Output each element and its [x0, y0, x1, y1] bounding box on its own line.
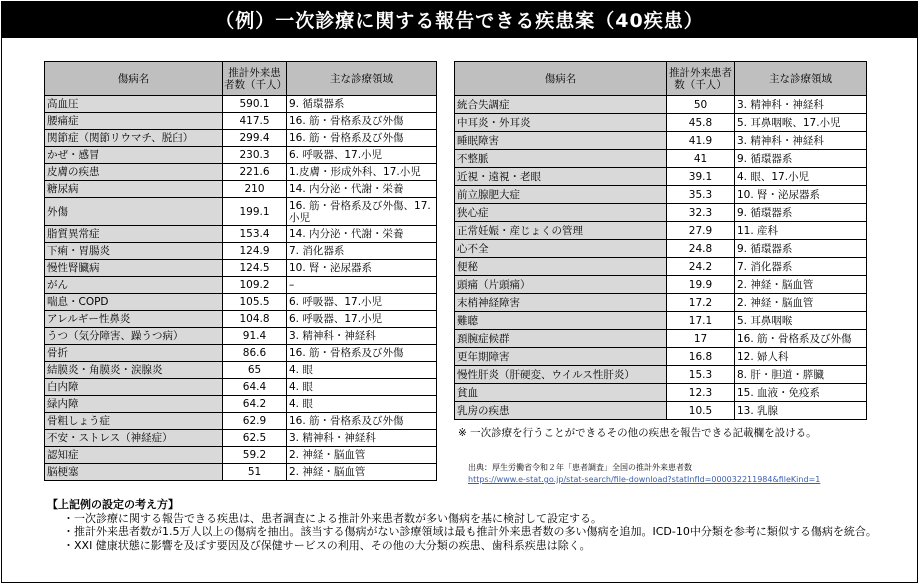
patient-count-cell: 91.4 [223, 328, 287, 345]
table-row [455, 240, 867, 258]
patient-count-cell: 124.9 [223, 243, 287, 260]
clinical-area-cell: 2. 神経・脳血管 [735, 276, 867, 294]
header-count: 推計外来患者数（千人） [667, 62, 735, 96]
clinical-area-cell: 3. 精神科・神経科 [287, 328, 437, 345]
table-row [455, 384, 867, 402]
patient-count-cell: 15.3 [667, 366, 735, 384]
disease-name-cell: 不整脈 [455, 150, 667, 168]
patient-count-cell: 104.8 [223, 311, 287, 328]
patient-count-cell: 19.9 [667, 276, 735, 294]
disease-name-cell: 便秘 [455, 258, 667, 276]
clinical-area-cell: 3. 精神科・神経科 [735, 96, 867, 114]
header-count: 推計外来患者数（千人） [223, 62, 287, 96]
table-row [45, 96, 437, 113]
header-name: 傷病名 [45, 62, 223, 96]
source-link[interactable]: https://www.e-stat.go.jp/stat-search/file-download?statInfId=000032211984&fileKind=1 [468, 475, 821, 484]
clinical-area-cell: 16. 筋・骨格系及び外傷 [287, 413, 437, 430]
clinical-area-cell: 13. 乳腺 [735, 402, 867, 420]
patient-count-cell: 62.9 [223, 413, 287, 430]
disease-name-cell: 喘息・COPD [45, 294, 223, 311]
table-row [45, 294, 437, 311]
disease-name-cell: 皮膚の疾患 [45, 164, 223, 181]
patient-count-cell: 230.3 [223, 147, 287, 164]
table-row [455, 114, 867, 132]
table-row [45, 147, 437, 164]
disease-name-cell: 乳房の疾患 [455, 402, 667, 420]
clinical-area-cell: 10. 腎・泌尿器系 [735, 186, 867, 204]
clinical-area-cell: 8. 肝・胆道・膵臓 [735, 366, 867, 384]
table-row [455, 96, 867, 114]
disease-name-cell: 骨粗しょう症 [45, 413, 223, 430]
table-row [455, 168, 867, 186]
patient-count-cell: 65 [223, 362, 287, 379]
table-row [45, 345, 437, 362]
clinical-area-cell: 5. 耳鼻咽喉、17.小児 [735, 114, 867, 132]
patient-count-cell: 50 [667, 96, 735, 114]
clinical-area-cell: 2. 神経・脳血管 [287, 447, 437, 464]
clinical-area-cell: 12. 婦人科 [735, 348, 867, 366]
patient-count-cell: 105.5 [223, 294, 287, 311]
table-row [455, 186, 867, 204]
disease-name-cell: 骨折 [45, 345, 223, 362]
clinical-area-cell: 3. 精神科・神経科 [287, 430, 437, 447]
clinical-area-cell: 2. 神経・脳血管 [287, 464, 437, 481]
patient-count-cell: 86.6 [223, 345, 287, 362]
patient-count-cell: 45.8 [667, 114, 735, 132]
disease-name-cell: 結膜炎・角膜炎・涙腺炎 [45, 362, 223, 379]
page-title: （例）一次診療に関する報告できる疾患案（40疾患） [1, 1, 918, 38]
disease-name-cell: 不安・ストレス（神経症） [45, 430, 223, 447]
table-row [45, 328, 437, 345]
patient-count-cell: 109.2 [223, 277, 287, 294]
clinical-area-cell: 4. 眼 [287, 396, 437, 413]
disease-name-cell: 睡眠障害 [455, 132, 667, 150]
disease-name-cell: 頭痛（片頭痛） [455, 276, 667, 294]
disease-name-cell: 下痢・胃腸炎 [45, 243, 223, 260]
table-row [455, 402, 867, 420]
patient-count-cell: 124.5 [223, 260, 287, 277]
clinical-area-cell: 2. 神経・脳血管 [735, 294, 867, 312]
disease-name-cell: がん [45, 277, 223, 294]
policy-item: ・推計外来患者数が1.5万人以上の傷病を抽出。該当する傷病がない診療領域は最も推計外来患者数の多い傷病を追加。ICD-10中分類を参考に類似する傷病を統合。 [63, 525, 877, 538]
clinical-area-cell: 7. 消化器系 [735, 258, 867, 276]
clinical-area-cell: 14. 内分泌・代謝・栄養 [287, 181, 437, 198]
policy-item: ・一次診療に関する報告できる疾患は、患者調査による推計外来患者数が多い傷病を基に検討して設定する。 [63, 511, 602, 525]
source-label: 出典：厚生労働省令和２年「患者調査」全国の推計外来患者数 [468, 463, 692, 472]
patient-count-cell: 17.2 [667, 294, 735, 312]
clinical-area-cell: 4. 眼、17.小児 [735, 168, 867, 186]
disease-name-cell: 中耳炎・外耳炎 [455, 114, 667, 132]
disease-name-cell: 慢性腎臓病 [45, 260, 223, 277]
disease-name-cell: アレルギー性鼻炎 [45, 311, 223, 328]
table-row [45, 362, 437, 379]
disease-name-cell: 心不全 [455, 240, 667, 258]
patient-count-cell: 221.6 [223, 164, 287, 181]
table-row [45, 164, 437, 181]
patient-count-cell: 64.4 [223, 379, 287, 396]
table-row [45, 447, 437, 464]
disease-name-cell: 認知症 [45, 447, 223, 464]
disease-name-cell: 狭心症 [455, 204, 667, 222]
clinical-area-cell: 6. 呼吸器、17.小児 [287, 311, 437, 328]
clinical-area-cell: 9. 循環器系 [735, 240, 867, 258]
disease-name-cell: 正常妊娠・産じょくの管理 [455, 222, 667, 240]
disease-name-cell: 脳梗塞 [45, 464, 223, 481]
clinical-area-cell: 5. 耳鼻咽喉 [735, 312, 867, 330]
disease-name-cell: 頚腕症候群 [455, 330, 667, 348]
disease-name-cell: 高血圧 [45, 96, 223, 113]
patient-count-cell: 16.8 [667, 348, 735, 366]
patient-count-cell: 17.1 [667, 312, 735, 330]
clinical-area-cell: 3. 精神科・神経科 [735, 132, 867, 150]
patient-count-cell: 153.4 [223, 226, 287, 243]
clinical-area-cell: 16. 筋・骨格系及び外傷 [287, 345, 437, 362]
patient-count-cell: 41.9 [667, 132, 735, 150]
disease-name-cell: 外傷 [45, 198, 223, 226]
disease-table-right [454, 61, 867, 420]
header-name: 傷病名 [455, 62, 667, 96]
patient-count-cell: 64.2 [223, 396, 287, 413]
table-row [455, 294, 867, 312]
table-row [455, 348, 867, 366]
disease-name-cell: 難聴 [455, 312, 667, 330]
clinical-area-cell: 4. 眼 [287, 362, 437, 379]
patient-count-cell: 24.2 [667, 258, 735, 276]
patient-count-cell: 299.4 [223, 130, 287, 147]
source-block [468, 462, 820, 486]
patient-count-cell: 62.5 [223, 430, 287, 447]
patient-count-cell: 17 [667, 330, 735, 348]
table-row [45, 396, 437, 413]
patient-count-cell: 59.2 [223, 447, 287, 464]
clinical-area-cell: 14. 内分泌・代謝・栄養 [287, 226, 437, 243]
patient-count-cell: 41 [667, 150, 735, 168]
table-row [45, 226, 437, 243]
clinical-area-cell: 16. 筋・骨格系及び外傷、17.小児 [287, 198, 437, 226]
table-row [455, 204, 867, 222]
patient-count-cell: 210 [223, 181, 287, 198]
table-row [455, 312, 867, 330]
table-row [455, 132, 867, 150]
table-row [45, 430, 437, 447]
disease-name-cell: 前立腺肥大症 [455, 186, 667, 204]
clinical-area-cell: 6. 呼吸器、17.小児 [287, 294, 437, 311]
disease-name-cell: 統合失調症 [455, 96, 667, 114]
table-row [45, 464, 437, 481]
disease-name-cell: かぜ・感冒 [45, 147, 223, 164]
policy-heading: 【上記例の設定の考え方】 [47, 498, 179, 511]
clinical-area-cell: – [287, 277, 437, 294]
table-row [45, 113, 437, 130]
disease-name-cell: 貧血 [455, 384, 667, 402]
disease-name-cell: 更年期障害 [455, 348, 667, 366]
table-row [45, 181, 437, 198]
clinical-area-cell: 16. 筋・骨格系及び外傷 [287, 130, 437, 147]
table-row [45, 311, 437, 328]
disease-name-cell: 糖尿病 [45, 181, 223, 198]
patient-count-cell: 27.9 [667, 222, 735, 240]
clinical-area-cell: 9. 循環器系 [287, 96, 437, 113]
table-row [45, 379, 437, 396]
table-row [45, 413, 437, 430]
table-row [455, 366, 867, 384]
disease-name-cell: 末梢神経障害 [455, 294, 667, 312]
patient-count-cell: 199.1 [223, 198, 287, 226]
patient-count-cell: 12.3 [667, 384, 735, 402]
clinical-area-cell: 9. 循環器系 [735, 204, 867, 222]
clinical-area-cell: 16. 筋・骨格系及び外傷 [735, 330, 867, 348]
header-area: 主な診療領域 [735, 62, 867, 96]
table-row [45, 198, 437, 226]
patient-count-cell: 35.3 [667, 186, 735, 204]
table-row [455, 222, 867, 240]
disease-name-cell: 緑内障 [45, 396, 223, 413]
disease-name-cell: 腰痛症 [45, 113, 223, 130]
table-row [455, 276, 867, 294]
disease-name-cell: 関節症（関節リウマチ、脱臼） [45, 130, 223, 147]
patient-count-cell: 51 [223, 464, 287, 481]
disease-name-cell: 慢性肝炎（肝硬変、ウイルス性肝炎） [455, 366, 667, 384]
clinical-area-cell: 11. 産科 [735, 222, 867, 240]
disease-name-cell: 近視・遠視・老眼 [455, 168, 667, 186]
disease-name-cell: 白内障 [45, 379, 223, 396]
header-area: 主な診療領域 [287, 62, 437, 96]
table-row [45, 243, 437, 260]
patient-count-cell: 24.8 [667, 240, 735, 258]
table-row [45, 130, 437, 147]
clinical-area-cell: 10. 腎・泌尿器系 [287, 260, 437, 277]
clinical-area-cell: 1.皮膚・形成外科、17.小児 [287, 164, 437, 181]
patient-count-cell: 590.1 [223, 96, 287, 113]
table-row [455, 150, 867, 168]
table-row [45, 260, 437, 277]
patient-count-cell: 10.5 [667, 402, 735, 420]
patient-count-cell: 39.1 [667, 168, 735, 186]
patient-count-cell: 32.3 [667, 204, 735, 222]
disease-table-left [44, 61, 437, 481]
table-row [45, 277, 437, 294]
note-text: ※ 一次診療を行うことができるその他の疾患を報告できる記載欄を設ける。 [458, 427, 817, 439]
policy-block [47, 498, 877, 552]
table-row [455, 258, 867, 276]
clinical-area-cell: 16. 筋・骨格系及び外傷 [287, 113, 437, 130]
table-row [455, 330, 867, 348]
policy-item: ・XXI 健康状態に影響を及ぼす要因及び保健サービスの利用、その他の大分類の疾患、歯科系疾患は除く。 [63, 538, 591, 552]
clinical-area-cell: 15. 血液・免疫系 [735, 384, 867, 402]
disease-name-cell: 脂質異常症 [45, 226, 223, 243]
clinical-area-cell: 4. 眼 [287, 379, 437, 396]
clinical-area-cell: 6. 呼吸器、17.小児 [287, 147, 437, 164]
disease-name-cell: うつ（気分障害、躁うつ病） [45, 328, 223, 345]
clinical-area-cell: 7. 消化器系 [287, 243, 437, 260]
patient-count-cell: 417.5 [223, 113, 287, 130]
clinical-area-cell: 9. 循環器系 [735, 150, 867, 168]
